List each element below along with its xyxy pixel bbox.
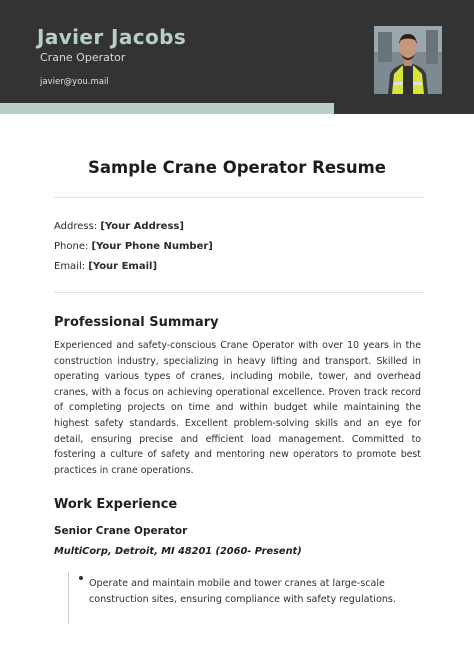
bullet-dot-icon	[79, 576, 83, 580]
candidate-name: Javier Jacobs	[37, 25, 187, 49]
profile-photo	[374, 26, 442, 94]
candidate-role: Crane Operator	[40, 51, 126, 64]
contact-label: Phone:	[54, 241, 92, 252]
job-company: MultiCorp, Detroit, MI 48201 (2060- Present)	[54, 546, 302, 557]
candidate-email: javier@you.mail	[40, 77, 109, 87]
bullet-rail	[68, 572, 69, 624]
job-bullet: Operate and maintain mobile and tower cranes at large-scale construction sites, ensuring compliance with safety regulations.	[89, 578, 396, 605]
person-photo-icon	[374, 26, 442, 94]
divider	[54, 292, 424, 293]
contact-value: [Your Address]	[100, 221, 184, 232]
page-title: Sample Crane Operator Resume	[88, 158, 386, 177]
contact-phone	[54, 241, 213, 252]
header-accent-bar	[0, 103, 334, 114]
contact-label: Address:	[54, 221, 101, 232]
contact-email	[54, 261, 157, 272]
experience-heading: Work Experience	[54, 497, 178, 512]
contact-address	[54, 221, 184, 232]
contact-value: [Your Phone Number]	[91, 241, 213, 252]
contact-label: Email:	[54, 261, 89, 272]
contact-value: [Your Email]	[88, 261, 158, 272]
job-title: Senior Crane Operator	[54, 525, 188, 537]
summary-text: Experienced and safety-conscious Crane Operator with over 10 years in the construction industry, specializing in heavy lifting and transport. Skilled in operating various types of cranes, including mobile, tower, and overhead cranes, with a focus on achieving operational excellence. Proven track record of completing projects on time and within budget while maintaining the highest safety standards. Excellent problem-solving skills and an eye for detail, ensuring precise and efficient load management. Committed to fostering a culture of safety and mentoring new operators to promote best practices in crane operations.	[54, 340, 421, 476]
summary-heading: Professional Summary	[54, 315, 219, 330]
resume-header	[0, 0, 474, 114]
divider	[54, 197, 424, 198]
